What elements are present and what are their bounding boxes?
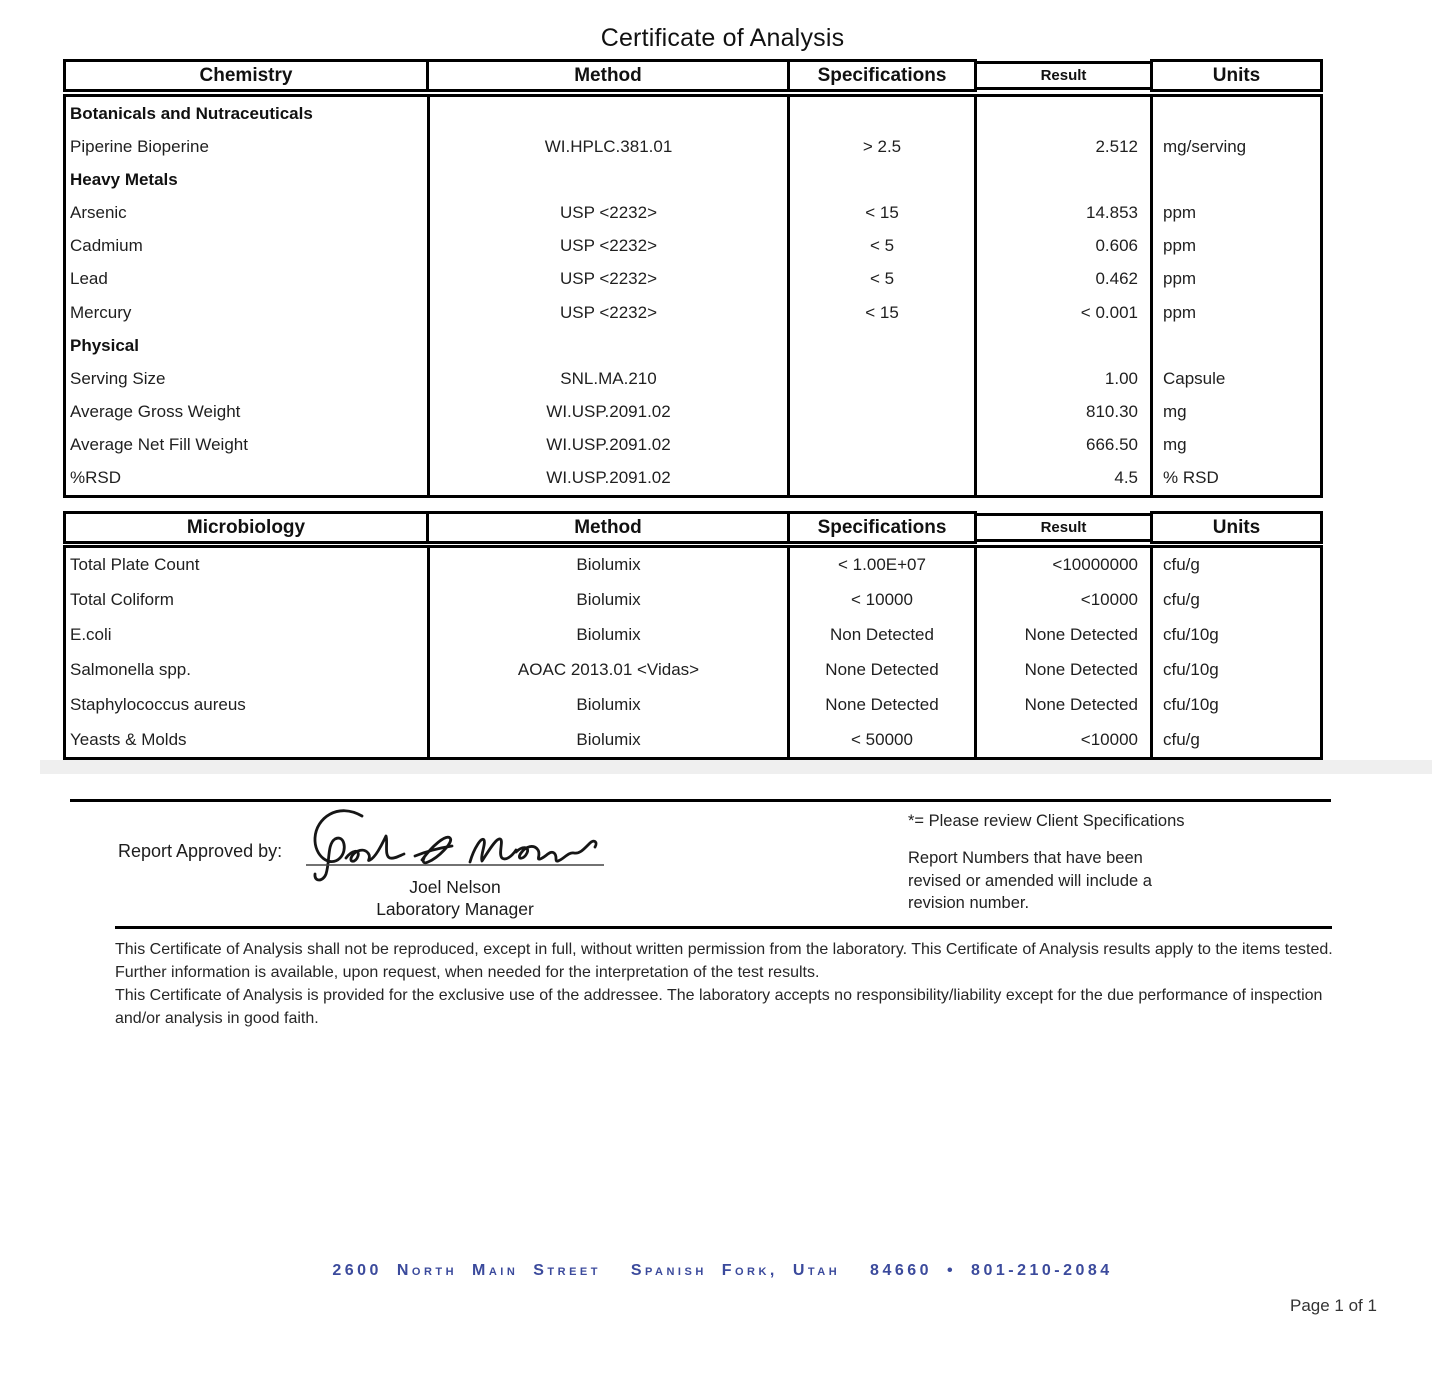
disclaimer-paragraph-2: This Certificate of Analysis is provided for the exclusive use of the addressee. The laboratory accepts no responsibility/liability except for the due performance of inspection and/or analysis in good faith.: [115, 987, 1323, 1027]
divider-line-bottom: [115, 926, 1332, 929]
cell-method: WI.USP.2091.02: [427, 462, 787, 495]
table-row: [66, 396, 1320, 429]
divider-line-top: [70, 799, 1331, 802]
cell-method: Biolumix: [427, 722, 787, 757]
cell-method: Biolumix: [427, 583, 787, 618]
cell-result: 0.462: [974, 263, 1150, 296]
specifications-header-cell: Specifications: [787, 59, 977, 92]
cell-spec: [787, 362, 974, 395]
page-number: Page 1 of 1: [1290, 1296, 1377, 1315]
cell-spec: [787, 429, 974, 462]
cell-label: Heavy Metals: [70, 169, 178, 189]
table-row: [66, 130, 1320, 163]
revision-note: Report Numbers that have been revised or amended will include a revision number.: [908, 849, 1152, 912]
cell-spec: [787, 97, 974, 130]
cell-units: mg: [1150, 429, 1320, 462]
cell-spec: < 1.00E+07: [787, 548, 974, 583]
cell-result: [974, 97, 1150, 130]
cell-label: Mercury: [70, 302, 132, 322]
method-header-cell: Method: [426, 511, 790, 544]
cell-label: Piperine Bioperine: [70, 136, 209, 156]
cell-label: Arsenic: [70, 203, 127, 223]
table-row: [66, 362, 1320, 395]
cell-units: cfu/10g: [1150, 687, 1320, 722]
cell-result: 810.30: [974, 396, 1150, 429]
table-row: [66, 722, 1320, 757]
cell-spec: None Detected: [787, 687, 974, 722]
cell-units: cfu/10g: [1150, 652, 1320, 687]
cell-spec: < 5: [787, 230, 974, 263]
microbiology-table-body: [63, 545, 1323, 760]
cell-label: Average Net Fill Weight: [70, 435, 248, 455]
cell-label: Lead: [70, 269, 108, 289]
cell-result: None Detected: [974, 618, 1150, 653]
gray-separator-band: [40, 760, 1432, 774]
units-header-cell: Units: [1150, 511, 1323, 544]
result-header-cell: Result: [974, 513, 1153, 542]
cell-method: WI.HPLC.381.01: [427, 130, 787, 163]
cell-method: USP <2232>: [427, 263, 787, 296]
method-header-cell: Method: [426, 59, 790, 92]
table-row: [66, 462, 1320, 495]
cell-spec: [787, 329, 974, 362]
cell-spec: [787, 396, 974, 429]
cell-label: Staphylococcus aureus: [70, 694, 246, 714]
cell-units: [1150, 329, 1320, 362]
table-row: [66, 329, 1320, 362]
specifications-header-cell: Specifications: [787, 511, 977, 544]
client-spec-note: *= Please review Client Specifications: [908, 812, 1185, 830]
table-row: [66, 197, 1320, 230]
table-row: [66, 163, 1320, 196]
cell-label: Total Plate Count: [70, 555, 200, 575]
table-row: [66, 652, 1320, 687]
cell-units: mg/serving: [1150, 130, 1320, 163]
cell-method: [427, 97, 787, 130]
cell-method: USP <2232>: [427, 296, 787, 329]
signer-identity: [300, 876, 610, 920]
signer-title: Laboratory Manager: [376, 899, 534, 919]
cell-method: WI.USP.2091.02: [427, 396, 787, 429]
cell-result: None Detected: [974, 652, 1150, 687]
cell-spec: None Detected: [787, 652, 974, 687]
cell-method: [427, 163, 787, 196]
result-header-cell: Result: [974, 61, 1153, 90]
cell-result: < 0.001: [974, 296, 1150, 329]
cell-label: Serving Size: [70, 368, 166, 388]
cell-label: Yeasts & Molds: [70, 729, 187, 749]
cell-result: <10000: [974, 722, 1150, 757]
chemistry-header-cell: Chemistry: [63, 59, 429, 92]
cell-label: Salmonella spp.: [70, 659, 191, 679]
cell-units: cfu/g: [1150, 548, 1320, 583]
table-row: [66, 548, 1320, 583]
table-row: [66, 296, 1320, 329]
page-title: Certificate of Analysis: [600, 24, 845, 52]
cell-result: [974, 329, 1150, 362]
cell-units: [1150, 163, 1320, 196]
cell-result: 2.512: [974, 130, 1150, 163]
cell-spec: [787, 462, 974, 495]
table-row: [66, 583, 1320, 618]
cell-spec: < 15: [787, 197, 974, 230]
cell-result: 0.606: [974, 230, 1150, 263]
cell-result: None Detected: [974, 687, 1150, 722]
cell-method: Biolumix: [427, 548, 787, 583]
table-row: [66, 97, 1320, 130]
cell-method: [427, 329, 787, 362]
cell-units: mg: [1150, 396, 1320, 429]
table-row: [66, 230, 1320, 263]
cell-units: ppm: [1150, 296, 1320, 329]
cell-result: <10000000: [974, 548, 1150, 583]
cell-spec: < 50000: [787, 722, 974, 757]
cell-method: AOAC 2013.01 <Vidas>: [427, 652, 787, 687]
cell-label: Average Gross Weight: [70, 402, 241, 422]
cell-label: Physical: [70, 335, 139, 355]
cell-spec: Non Detected: [787, 618, 974, 653]
cell-units: Capsule: [1150, 362, 1320, 395]
cell-method: Biolumix: [427, 618, 787, 653]
cell-method: Biolumix: [427, 687, 787, 722]
table-row: [66, 263, 1320, 296]
cell-units: % RSD: [1150, 462, 1320, 495]
cell-units: [1150, 97, 1320, 130]
disclaimer-text: [115, 938, 1347, 1030]
units-header-cell: Units: [1150, 59, 1323, 92]
signature-image: [302, 806, 608, 886]
table-row: [66, 687, 1320, 722]
chemistry-table-header: [63, 59, 1323, 92]
chemistry-table-body: [63, 94, 1323, 498]
cell-method: USP <2232>: [427, 230, 787, 263]
cell-result: 4.5: [974, 462, 1150, 495]
cell-result: 666.50: [974, 429, 1150, 462]
cell-result: 1.00: [974, 362, 1150, 395]
cell-units: cfu/g: [1150, 583, 1320, 618]
cell-units: ppm: [1150, 197, 1320, 230]
cell-label: Cadmium: [70, 236, 143, 256]
cell-units: cfu/g: [1150, 722, 1320, 757]
table-row: [66, 618, 1320, 653]
cell-label: Total Coliform: [70, 590, 174, 610]
table-row: [66, 429, 1320, 462]
cell-spec: > 2.5: [787, 130, 974, 163]
cell-result: 14.853: [974, 197, 1150, 230]
microbiology-header-cell: Microbiology: [63, 511, 429, 544]
cell-label: %RSD: [70, 468, 122, 488]
lab-address: 2600 North Main Street Spanish Fork, Utah 84660 • 801-210-2084: [332, 1262, 1113, 1279]
cell-method: SNL.MA.210: [427, 362, 787, 395]
microbiology-table-header: [63, 511, 1323, 544]
cell-method: USP <2232>: [427, 197, 787, 230]
cell-units: ppm: [1150, 230, 1320, 263]
cell-units: cfu/10g: [1150, 618, 1320, 653]
cell-spec: < 10000: [787, 583, 974, 618]
cell-label: Botanicals and Nutraceuticals: [70, 103, 313, 123]
disclaimer-paragraph-1: This Certificate of Analysis shall not be reproduced, except in full, without written permission from the laboratory. This Certificate of Analysis results apply to the items tested. Further information is available, upon request, when needed for the interpretation of the test results.: [115, 941, 1333, 981]
cell-units: ppm: [1150, 263, 1320, 296]
signer-name: Joel Nelson: [409, 877, 501, 897]
cell-spec: [787, 163, 974, 196]
cell-spec: < 15: [787, 296, 974, 329]
cell-result: [974, 163, 1150, 196]
cell-label: E.coli: [70, 625, 112, 645]
cell-method: WI.USP.2091.02: [427, 429, 787, 462]
cell-result: <10000: [974, 583, 1150, 618]
cell-spec: < 5: [787, 263, 974, 296]
report-approved-label: Report Approved by:: [118, 841, 283, 861]
